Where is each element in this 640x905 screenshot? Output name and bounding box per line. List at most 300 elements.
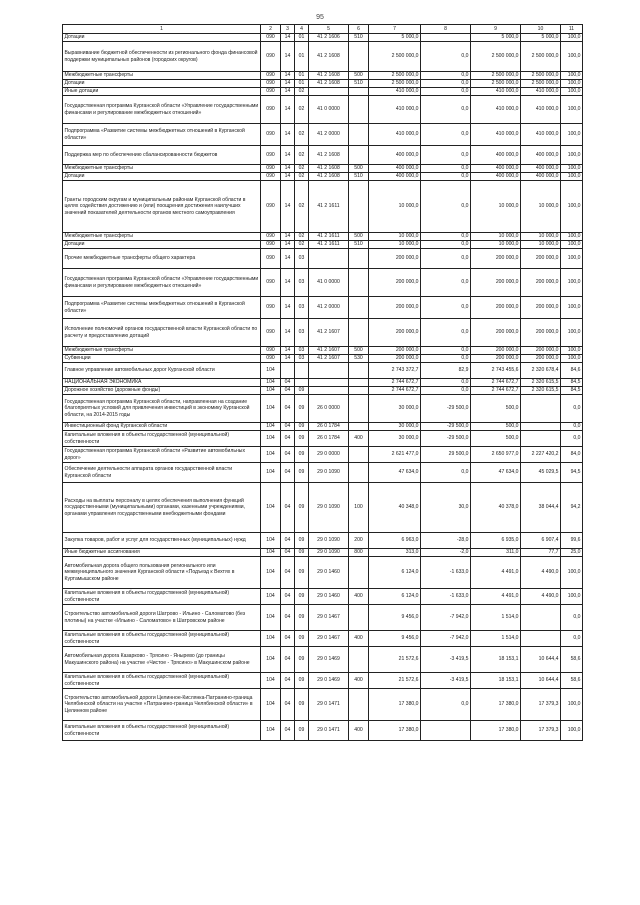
value-cell: 02	[295, 96, 309, 124]
value-cell: 400 000,0	[521, 146, 561, 165]
value-cell: 2 744 672,7	[369, 387, 421, 395]
value-cell: 200 000,0	[471, 269, 521, 297]
header-cell: 11	[561, 25, 583, 34]
value-cell: 410 000,0	[471, 88, 521, 96]
value-cell: 0,0	[421, 355, 471, 363]
row-label-cell: Закупка товаров, работ и услуг для государственных (муниципальных) нужд	[63, 533, 261, 549]
value-cell: 09	[295, 647, 309, 673]
value-cell: 0,0	[421, 165, 471, 173]
value-cell: 090	[261, 355, 281, 363]
table-row	[63, 173, 583, 181]
header-cell: 7	[369, 25, 421, 34]
row-label-cell: Автомобильная дорога Казарково - Трясино - Янырево (до границы Макушинского района) на участке «Чистое - Трясино» в Макушинском районе	[63, 647, 261, 673]
value-cell: 313,0	[369, 549, 421, 557]
value-cell: 100,0	[561, 557, 583, 589]
value-cell: 2 500 000,0	[369, 80, 421, 88]
value-cell: 104	[261, 463, 281, 483]
value-cell: 02	[295, 124, 309, 146]
value-cell: 104	[261, 549, 281, 557]
value-cell: 500	[349, 72, 369, 80]
value-cell: 30 000,0	[369, 395, 421, 423]
value-cell: 104	[261, 589, 281, 605]
value-cell: 9 456,0	[369, 631, 421, 647]
value-cell: 0,0	[421, 269, 471, 297]
row-label-cell: Дотации	[63, 80, 261, 88]
value-cell: 41 2 1607	[309, 347, 349, 355]
table-row	[63, 181, 583, 233]
value-cell: 100,0	[561, 269, 583, 297]
row-label-cell: Исполнение полномочий органов государственной власти Курганской области по расчету и предоставлению дотаций	[63, 319, 261, 347]
value-cell: 04	[281, 395, 295, 423]
value-cell: 400	[349, 589, 369, 605]
row-label-cell: Капитальные вложения в объекты государственной (муниципальной) собственности	[63, 673, 261, 689]
value-cell: 2 500 000,0	[521, 72, 561, 80]
header-row	[63, 25, 583, 34]
value-cell: 41 2 1611	[309, 233, 349, 241]
value-cell: 04	[281, 549, 295, 557]
value-cell: 09	[295, 387, 309, 395]
value-cell	[349, 297, 369, 319]
table-row	[63, 124, 583, 146]
value-cell: 40 378,0	[471, 483, 521, 533]
value-cell: 410 000,0	[369, 124, 421, 146]
value-cell: 04	[281, 533, 295, 549]
value-cell: 090	[261, 319, 281, 347]
value-cell: 100,0	[561, 34, 583, 42]
value-cell: 400 000,0	[369, 146, 421, 165]
value-cell: 510	[349, 173, 369, 181]
value-cell: 400	[349, 631, 369, 647]
value-cell: 5 000,0	[521, 34, 561, 42]
value-cell: 200 000,0	[521, 319, 561, 347]
row-label-cell: Подпрограмма «Развитие системы межбюджетных отношений в Курганской области»	[63, 124, 261, 146]
header-cell: 4	[295, 25, 309, 34]
value-cell: 40 348,0	[369, 483, 421, 533]
value-cell: 090	[261, 241, 281, 249]
value-cell: 090	[261, 269, 281, 297]
value-cell: 0,0	[421, 88, 471, 96]
value-cell: 0,0	[421, 297, 471, 319]
value-cell	[349, 42, 369, 72]
value-cell: 14	[281, 96, 295, 124]
value-cell: 09	[295, 533, 309, 549]
value-cell: 2 650 977,0	[471, 447, 521, 463]
row-label-cell: Капитальные вложения в объекты государственной (муниципальной) собственности	[63, 721, 261, 741]
value-cell: 400 000,0	[471, 165, 521, 173]
value-cell	[521, 631, 561, 647]
value-cell: 410 000,0	[521, 88, 561, 96]
value-cell: 090	[261, 173, 281, 181]
table-row	[63, 34, 583, 42]
value-cell: 400 000,0	[369, 173, 421, 181]
table-row	[63, 647, 583, 673]
row-label-cell: Капитальные вложения в объекты государственной (муниципальной) собственности	[63, 631, 261, 647]
row-label-cell: Строительство автомобильной дороги Целинное-Кислянка-Патранино-граница Челябинской области на участке «Патранино-граница Челябинской области» в Целинном районе	[63, 689, 261, 721]
value-cell: 100,0	[561, 124, 583, 146]
value-cell: 29 0 1460	[309, 589, 349, 605]
value-cell: 2 500 000,0	[369, 42, 421, 72]
value-cell: 2 500 000,0	[471, 42, 521, 72]
row-label-cell: Государственная программа Курганской области «Управление государственными финансами и регулирование межбюджетных отношений»	[63, 96, 261, 124]
value-cell: 04	[281, 647, 295, 673]
value-cell: 4 491,0	[471, 589, 521, 605]
value-cell: -29 500,0	[421, 395, 471, 423]
value-cell: 10 644,4	[521, 647, 561, 673]
value-cell: 14	[281, 42, 295, 72]
table-row	[63, 72, 583, 80]
value-cell: 04	[281, 673, 295, 689]
value-cell: 84,6	[561, 363, 583, 379]
value-cell: 09	[295, 557, 309, 589]
value-cell: 200 000,0	[471, 355, 521, 363]
value-cell: 090	[261, 347, 281, 355]
value-cell: 77,7	[521, 549, 561, 557]
value-cell: 4 490,0	[521, 557, 561, 589]
value-cell: 410 000,0	[521, 124, 561, 146]
value-cell: 100,0	[561, 181, 583, 233]
value-cell: 2 227 420,2	[521, 447, 561, 463]
value-cell: 2 500 000,0	[471, 72, 521, 80]
value-cell: 04	[281, 605, 295, 631]
value-cell: 0,0	[421, 379, 471, 387]
table-row	[63, 557, 583, 589]
value-cell: 400 000,0	[521, 173, 561, 181]
value-cell: 41 2 1607	[309, 319, 349, 347]
budget-table	[62, 24, 583, 741]
value-cell: 02	[295, 88, 309, 96]
value-cell: 58,6	[561, 673, 583, 689]
table-row	[63, 379, 583, 387]
value-cell	[349, 181, 369, 233]
value-cell	[349, 605, 369, 631]
table-row	[63, 88, 583, 96]
table-row	[63, 347, 583, 355]
value-cell: 09	[295, 431, 309, 447]
table-row	[63, 146, 583, 165]
value-cell: 17 380,0	[471, 721, 521, 741]
value-cell: 99,6	[561, 533, 583, 549]
row-label-cell: Дорожное хозяйство (дорожные фонды)	[63, 387, 261, 395]
value-cell: 090	[261, 42, 281, 72]
value-cell: -7 942,0	[421, 631, 471, 647]
value-cell	[349, 447, 369, 463]
value-cell: -3 419,5	[421, 647, 471, 673]
row-label-cell: Строительство автомобильной дороги Шатрово - Ильино - Саломатово (без плотины) на участке «Ильино - Саломатово» в Шатровском районе	[63, 605, 261, 631]
value-cell: 2 500 000,0	[521, 80, 561, 88]
row-label-cell: Капитальные вложения в объекты государственной (муниципальной) собственности	[63, 431, 261, 447]
value-cell: 500	[349, 165, 369, 173]
value-cell: 41 2 1611	[309, 181, 349, 233]
value-cell: 10 000,0	[471, 181, 521, 233]
value-cell: 5 000,0	[369, 34, 421, 42]
value-cell: 09	[295, 463, 309, 483]
table-row	[63, 689, 583, 721]
value-cell: 41 2 0000	[309, 297, 349, 319]
value-cell: 400	[349, 721, 369, 741]
value-cell: 03	[295, 355, 309, 363]
value-cell: 090	[261, 297, 281, 319]
value-cell: 09	[295, 689, 309, 721]
row-label-cell: Выравнивание бюджетной обеспеченности из регионального фонда финансовой поддержки муниципальных районов (городских округов)	[63, 42, 261, 72]
value-cell: 14	[281, 297, 295, 319]
value-cell	[521, 605, 561, 631]
table-row	[63, 395, 583, 423]
value-cell: 29 0 0000	[309, 447, 349, 463]
value-cell: 2 320 615,5	[521, 387, 561, 395]
value-cell: 311,0	[471, 549, 521, 557]
value-cell: 104	[261, 647, 281, 673]
value-cell: 03	[295, 319, 309, 347]
value-cell: 6 124,0	[369, 589, 421, 605]
row-label-cell: Инвестиционный фонд Курганской области	[63, 423, 261, 431]
value-cell: 38 044,4	[521, 483, 561, 533]
row-label-cell: Государственная программа Курганской области «Управление государственными финансами и регулирование межбюджетных отношений»	[63, 269, 261, 297]
value-cell	[309, 387, 349, 395]
value-cell: 410 000,0	[471, 124, 521, 146]
value-cell: 2 743 372,7	[369, 363, 421, 379]
value-cell: 2 320 678,4	[521, 363, 561, 379]
value-cell	[349, 423, 369, 431]
value-cell: 14	[281, 241, 295, 249]
value-cell: 104	[261, 673, 281, 689]
value-cell: 530	[349, 355, 369, 363]
value-cell: 10 000,0	[521, 233, 561, 241]
value-cell: 6 963,0	[369, 533, 421, 549]
row-label-cell: Межбюджетные трансферты	[63, 233, 261, 241]
value-cell: 17 379,3	[521, 689, 561, 721]
value-cell: 04	[281, 721, 295, 741]
value-cell	[349, 379, 369, 387]
row-label-cell: Автомобильная дорога общего пользования регионального или межмуниципального значения Курганской области «Подъезд к Вехтях в Куртамышском районе	[63, 557, 261, 589]
value-cell	[349, 557, 369, 589]
value-cell: 41 2 1607	[309, 355, 349, 363]
table-row	[63, 165, 583, 173]
value-cell: 1 514,0	[471, 605, 521, 631]
value-cell: -1 633,0	[421, 557, 471, 589]
value-cell: 104	[261, 533, 281, 549]
value-cell: 200 000,0	[521, 355, 561, 363]
value-cell: 200 000,0	[471, 249, 521, 269]
value-cell: 02	[295, 146, 309, 165]
value-cell: 104	[261, 721, 281, 741]
value-cell	[349, 249, 369, 269]
table-row	[63, 297, 583, 319]
value-cell: 0,0	[561, 423, 583, 431]
header-cell: 1	[63, 25, 261, 34]
table-row	[63, 423, 583, 431]
table-row	[63, 96, 583, 124]
value-cell: 04	[281, 431, 295, 447]
value-cell: 04	[281, 631, 295, 647]
value-cell: 14	[281, 355, 295, 363]
value-cell: 400 000,0	[521, 165, 561, 173]
value-cell: 104	[261, 395, 281, 423]
header-cell: 3	[281, 25, 295, 34]
value-cell: 200 000,0	[471, 347, 521, 355]
value-cell: -29 500,0	[421, 423, 471, 431]
table-row	[63, 387, 583, 395]
value-cell: 0,0	[421, 233, 471, 241]
value-cell: 10 000,0	[471, 233, 521, 241]
value-cell: 0,0	[421, 72, 471, 80]
value-cell: 2 743 455,6	[471, 363, 521, 379]
value-cell: 0,0	[561, 631, 583, 647]
value-cell: 84,5	[561, 379, 583, 387]
value-cell: 41 2 1608	[309, 165, 349, 173]
value-cell: 100,0	[561, 72, 583, 80]
value-cell: 410 000,0	[521, 96, 561, 124]
value-cell: 29 0 1460	[309, 557, 349, 589]
value-cell: 0,0	[421, 96, 471, 124]
value-cell: 500,0	[471, 395, 521, 423]
value-cell: 41 2 1608	[309, 72, 349, 80]
value-cell: 0,0	[421, 249, 471, 269]
row-label-cell: Главное управление автомобильных дорог Курганской области	[63, 363, 261, 379]
value-cell: 04	[281, 423, 295, 431]
value-cell: 29 0 1471	[309, 689, 349, 721]
table-row	[63, 241, 583, 249]
row-label-cell: Иные дотации	[63, 88, 261, 96]
value-cell	[349, 96, 369, 124]
header-cell: 5	[309, 25, 349, 34]
value-cell	[521, 423, 561, 431]
value-cell: 1 514,0	[471, 631, 521, 647]
value-cell: 2 500 000,0	[471, 80, 521, 88]
table-row	[63, 363, 583, 379]
value-cell: 26 0 1784	[309, 431, 349, 447]
value-cell: 14	[281, 319, 295, 347]
table-row	[63, 483, 583, 533]
value-cell: 200 000,0	[369, 297, 421, 319]
value-cell: 04	[281, 589, 295, 605]
row-label-cell: Обеспечение деятельности аппарата органов государственной власти Курганской области	[63, 463, 261, 483]
row-label-cell: Гранты городским округам и муниципальным районам Курганской области в целях содействия достижению и (или) поощрения достижения наилучших значений показателей деятельности органов местного самоуправления	[63, 181, 261, 233]
value-cell: 090	[261, 165, 281, 173]
value-cell: 01	[295, 34, 309, 42]
value-cell: 090	[261, 124, 281, 146]
value-cell: 03	[295, 347, 309, 355]
value-cell: 09	[295, 631, 309, 647]
row-label-cell: Поддержка мер по обеспечению сбалансированности бюджетов	[63, 146, 261, 165]
value-cell: 500,0	[471, 423, 521, 431]
value-cell: 400	[349, 673, 369, 689]
value-cell: 09	[295, 605, 309, 631]
value-cell: 29 0 1090	[309, 463, 349, 483]
value-cell	[295, 363, 309, 379]
value-cell: 10 000,0	[471, 241, 521, 249]
value-cell: 200 000,0	[471, 319, 521, 347]
value-cell	[349, 146, 369, 165]
value-cell: 410 000,0	[471, 96, 521, 124]
value-cell	[349, 689, 369, 721]
value-cell: 400 000,0	[471, 146, 521, 165]
page-number: 95	[316, 14, 324, 21]
value-cell: 41 0 0000	[309, 269, 349, 297]
value-cell: 100,0	[561, 233, 583, 241]
value-cell: 29 0 1469	[309, 647, 349, 673]
value-cell	[349, 363, 369, 379]
value-cell	[349, 319, 369, 347]
value-cell: -28,0	[421, 533, 471, 549]
value-cell	[309, 88, 349, 96]
value-cell: 14	[281, 146, 295, 165]
value-cell: 104	[261, 689, 281, 721]
value-cell: 510	[349, 241, 369, 249]
value-cell: 104	[261, 431, 281, 447]
value-cell: 10 000,0	[521, 241, 561, 249]
value-cell: 100,0	[561, 241, 583, 249]
value-cell: 0,0	[421, 387, 471, 395]
value-cell: 41 2 0000	[309, 124, 349, 146]
value-cell: 03	[295, 269, 309, 297]
value-cell: 10 000,0	[369, 233, 421, 241]
value-cell: 6 907,4	[521, 533, 561, 549]
row-label-cell: Межбюджетные трансферты	[63, 165, 261, 173]
value-cell: 090	[261, 96, 281, 124]
value-cell: 104	[261, 423, 281, 431]
value-cell: 400	[349, 431, 369, 447]
row-label-cell: Государственная программа Курганской области «Развитие автомобильных дорог»	[63, 447, 261, 463]
value-cell	[421, 721, 471, 741]
value-cell: 18 153,1	[471, 647, 521, 673]
value-cell: 200 000,0	[369, 249, 421, 269]
value-cell: 14	[281, 72, 295, 80]
value-cell: 10 644,4	[521, 673, 561, 689]
value-cell	[349, 463, 369, 483]
value-cell: 26 0 1784	[309, 423, 349, 431]
value-cell: 04	[281, 447, 295, 463]
value-cell: 25,0	[561, 549, 583, 557]
value-cell: 104	[261, 557, 281, 589]
table-row	[63, 589, 583, 605]
value-cell: 09	[295, 721, 309, 741]
value-cell: -3 419,5	[421, 673, 471, 689]
value-cell	[309, 379, 349, 387]
value-cell: 94,5	[561, 463, 583, 483]
value-cell: 29 0 1467	[309, 631, 349, 647]
value-cell: 6 124,0	[369, 557, 421, 589]
value-cell: 0,0	[421, 241, 471, 249]
value-cell: 200	[349, 533, 369, 549]
value-cell: 104	[261, 387, 281, 395]
value-cell: 2 621 477,0	[369, 447, 421, 463]
table-row	[63, 533, 583, 549]
value-cell	[349, 124, 369, 146]
value-cell: 09	[295, 395, 309, 423]
value-cell	[309, 363, 349, 379]
value-cell: 100,0	[561, 88, 583, 96]
value-cell: 14	[281, 124, 295, 146]
value-cell: 800	[349, 549, 369, 557]
value-cell: 10 000,0	[521, 181, 561, 233]
header-cell: 9	[471, 25, 521, 34]
value-cell: 84,0	[561, 447, 583, 463]
value-cell: 4 491,0	[471, 557, 521, 589]
value-cell: 200 000,0	[521, 269, 561, 297]
row-label-cell: Государственная программа Курганской области, направленная на создание благоприятных условий для привлечения инвестиций в экономику Курганской области, на 2014-2015 годы	[63, 395, 261, 423]
value-cell: 14	[281, 181, 295, 233]
value-cell: 04	[281, 387, 295, 395]
value-cell: 29 500,0	[421, 447, 471, 463]
value-cell: 0,0	[421, 689, 471, 721]
value-cell: 14	[281, 80, 295, 88]
value-cell: 0,0	[421, 181, 471, 233]
value-cell	[309, 249, 349, 269]
value-cell: 14	[281, 347, 295, 355]
value-cell: 04	[281, 379, 295, 387]
header-cell: 8	[421, 25, 471, 34]
row-label-cell: Дотации	[63, 173, 261, 181]
